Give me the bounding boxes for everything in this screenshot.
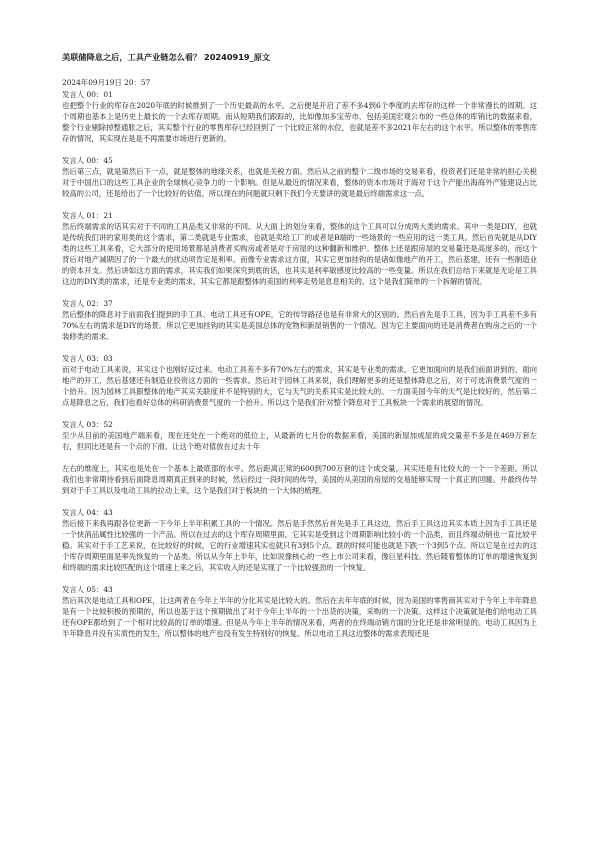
transcript-paragraph: 然后终端需求的话其实对于不同的工具品类又非常的不同。从大面上的划分来看，整体的这个工具可以分成两大类的需求。其中一类是DIY，也就是传统我们讲的家用类的这个需求，第二类就是专业需求，也就是卖给工厂的或者是B端的一些场景的一些应用的这一类工具。然后首先就是从DIY类的这些工具来看，它大部分的使用场景都是消费者买购房或者是对于房屋的这种翻新和维护。整体上还是跟房屋的交易量还是高度多的，而这个背后对地产减期因了的一个最大的扰动项肯定是利率。而像专业需求这方面，其实它更加挂钩的是诸如像地产的开工，然后基建，还有一些制造业的资本开支。然后讲如这方面的需求，其实我们如果深究到底的话，也其实是利率敏感度比较高的一些变量。所以在我们总结下来就是无论是工具这边的DIY类的需求，还是专业类的需求，其实它都是跟整体的美国的利率走势是息息相关的。这个是我们简单的一个拆解的情况。 bbox=[62, 222, 537, 286]
transcript-paragraph: 然后第三点，就是第然后下一点，就是整体的地缘关系，也就是关税方面。然后从之前的整个二级市场的交易来看，投资者们还是非常的担心关税对于中国出口的这些工具企业的全球核心竞争力的一个影响。但是从最近的情况来看，整体的资本市场对于海对于这个产能出海海外产能建设占比较高的公司，还是给出了一个比较好的估值。所以现在的问题就只剩下我们今天要讲的就是最后终端需求这一点。 bbox=[62, 167, 537, 198]
transcript-section bbox=[62, 419, 537, 452]
transcript-section bbox=[62, 298, 537, 342]
document-title: 美联储降息之后，工具产业链怎么看？ 20240919_原文 bbox=[62, 52, 271, 62]
transcript-paragraph: 也把整个行业的库存在2020年底的时候推到了一个历史最高的水平。之后便是开启了差不多4到6个季度的去库存的这样一个非常漫长的周期。这个周期也基本上是历史上最长的一个去库存周期。而从短期我们跟踪的，比如像加多宝劳市，包括美国宏观公布的一些总体的库销比的数据来看，整个行业剔除掉整通胀之后，其实整个行业的零售库存已经回到了一个比较正常的水位，也就是差不多2021年左右的这个水平。所以整体的零售库存的情况，其实现在是是不再需要市场进行更新的。 bbox=[62, 101, 537, 143]
transcript-paragraph: 至少从目前的美国地产端来看，现在还处在一个绝对的低位上，从最新的七月份的数据来看，美国的新屋加成屋的成交量差不多是在469万套左右，但同比还是有一个点的下滑。让这个绝对值放在过去十年 bbox=[62, 431, 537, 451]
transcript-paragraph: 然后接下来我再跟各位更新一下今年上半年积累工具的一个情况。然后是手然然后首先是手工具这边，然后手工具这边其实本质上因为手工具还是一个快消品属性比较强的一个产品。所以在过去的这个库存周期里面，它其实是受到这个周期影响比较小的一个品类，而且终端动销也一直比较平稳。其实对于手工艺来说，在比较好的时候，它的行业增速其实也就只有3到5个点。跌的时候可能也就是下跌一个3到5个点。所以它是在过去的这个库存周期里面是率先恢复的一个品类。所以从今年上半年，比如说像核心的一些上市公司来看，像巨星科技。然后随着整体的订单的增速恢复到和终端的需求比较匹配的这个增速上来之后，其实收入的还是实现了一个比较强劲的一个恢复。 bbox=[62, 519, 537, 572]
speaker-timestamp: 发言人 00：01 bbox=[62, 90, 113, 99]
speaker-timestamp: 发言人 00：45 bbox=[62, 156, 113, 165]
transcript-paragraph: 而对于电动工具来说，其实这个也刚好反过来。电动工具差不多有70%左右的需求，其实是专业类的需求。它更加面向的是我们前面讲到的，面向地产的开工，然后基建还有制造业投资这方面的一些需求。然后对于园林工具来说，我们理解更多的还是整体降息之后，对于可选消费景气度的一个抬升。因为园林工具跟整体的地产其实关联度并不是特别的大，它与天气的关系其实是比较大的。一方面美国今年的天气是比较好的，然后第二点是降息之后，我们也看好总体的科研消费景气度的一个抬升。所以这个是我们针对整个降息对于工具板块一个需求的展望的情况。 bbox=[62, 365, 537, 407]
transcript-section bbox=[62, 89, 537, 144]
transcript-paragraph: 然后其次是电动工具和OPE，让这两者在今年上半年的分化其实是比较大的。然后在去年年底的时候，因为美国的零售商其实对于今年上半年降息是有一个比较积极的预期的，所以也基于这个预期做出了对于今年上半年的一个出货的决策，采购的一个决策。这样这个决策就是他们给电动工具还有OPE都给到了一个相对比较高的订单的增速。但是从今年上半年的情况来看，两者的在终端动销方面的分化还是非常明显的。电动工具因为上半年降息并没有实质性的发生，所以整体的地产也没有发生特别好的恢复。所以电动工具这边整体的需求表现还是 bbox=[62, 596, 537, 638]
transcript-section-continued bbox=[62, 463, 537, 496]
transcript-section bbox=[62, 507, 537, 573]
document-date: 2024年09月19日 20：57 bbox=[62, 78, 151, 87]
speaker-timestamp: 发言人 04：43 bbox=[62, 508, 113, 517]
transcript-section bbox=[62, 210, 537, 287]
speaker-timestamp: 发言人 01：21 bbox=[62, 211, 113, 220]
speaker-timestamp: 发言人 03：52 bbox=[62, 420, 113, 429]
transcript-paragraph: 然后整体的降息对于前面我们提到的手工具、电动工具还有OPE，它的传导路径也是有非常大的区别的。然后首先是手工具，因为手工具差不多有70%左右的需求是DIY的场景。所以它更加挂钩的其实是美国总体的宠物和新屋销售的一个情况。因为它主要面向的还是消费者在购房之后的一个装修类的需求。 bbox=[62, 310, 537, 341]
transcript-section bbox=[62, 155, 537, 199]
transcript-section bbox=[62, 353, 537, 408]
transcript-paragraph: 左右的维度上，其实也是处在一个基本上最底部的水平。然后距离正常的600到700万套的这个成交量，其实还是有比较大的一个一个差距。所以我们也非常期待看到后面降息周期真正到来的时候，然后经过一段时间的传导，美国的从美国的房屋的交易能够实现一个真正的回暖。并最终传导到对于手工具以及电动工具的拉动上来，这个是我们对于板块的一个大体的梳理。 bbox=[62, 464, 537, 495]
speaker-timestamp: 发言人 05：43 bbox=[62, 585, 113, 594]
speaker-timestamp: 发言人 02：37 bbox=[62, 299, 113, 308]
speaker-timestamp: 发言人 03：03 bbox=[62, 354, 113, 363]
transcript-section bbox=[62, 584, 537, 639]
